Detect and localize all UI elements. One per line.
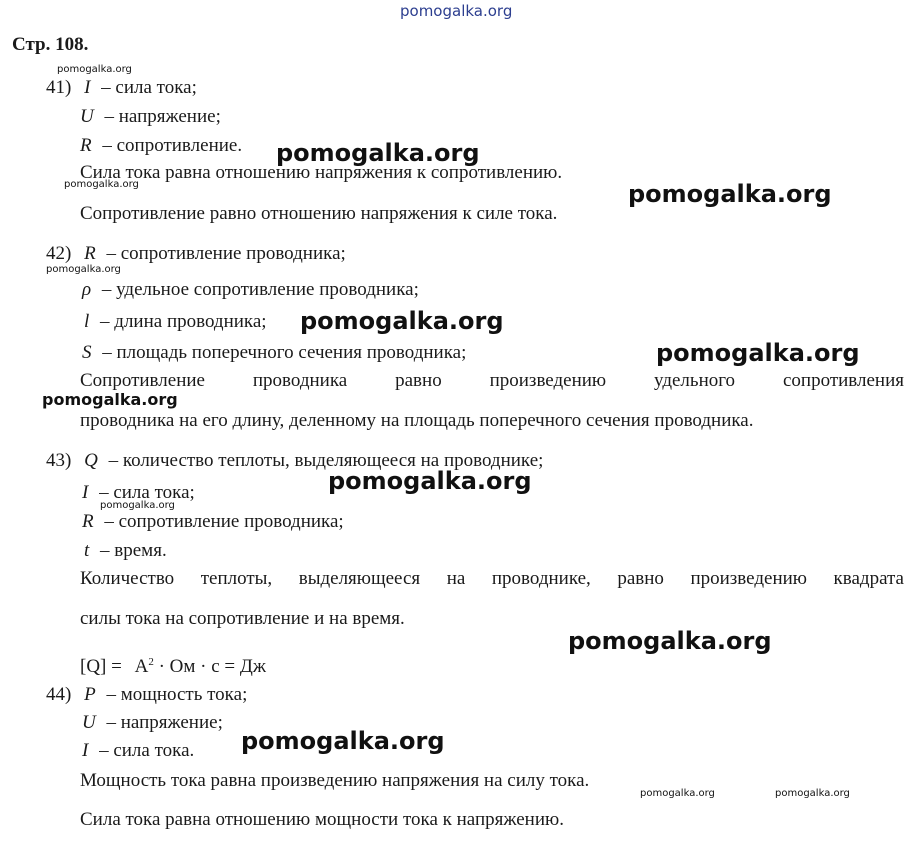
definition-text: – количество теплоты, выделяющееся на проводнике; [108,450,544,471]
definition-line [80,106,221,128]
formula-rest: · Ом · с = Дж [158,656,266,677]
var-symbol: l [84,311,90,332]
definition-line [82,511,344,533]
watermark-large: pomogalka.org [628,180,832,208]
answer-sentence: Мощность тока равна произведению напряжения на силу тока. [80,770,590,791]
definition-text: – напряжение; [104,106,221,127]
definition-text: – сила тока. [99,740,195,761]
definition-text: – длина проводника; [100,311,267,332]
formula-exponent: 2 [148,656,154,668]
watermark-small: pomogalka.org [57,64,132,75]
definition-text: – время. [100,540,167,561]
question-number: 44) P – мощность тока; [46,684,248,705]
formula-lhs: [Q] = [80,656,122,677]
answer-sentence: силы тока на сопротивление и на время. [80,608,405,629]
watermark-small: pomogalka.org [64,179,139,190]
definition-text: – сопротивление. [102,135,243,156]
definition-text: – сопротивление проводника; [104,511,344,532]
answer-sentence: Сопротивление равно отношению напряжения к силе тока. [80,203,558,224]
definition-line [82,279,419,301]
watermark-small: pomogalka.org [100,500,175,511]
var-symbol: R [84,243,96,264]
question-number: 43) Q – количество теплоты, выделяющееся на проводнике; [46,450,544,471]
question-number: 41) I – сила тока; [46,77,197,98]
var-symbol: U [80,106,94,127]
definition-line [82,342,466,364]
units-formula [80,651,266,678]
var-symbol: P [84,684,96,705]
definition-text: – сопротивление проводника; [106,243,346,264]
var-symbol: I [82,740,89,761]
watermark-large: pomogalka.org [568,627,772,655]
definition-text: – удельное сопротивление проводника; [101,279,419,300]
definition-line [84,540,167,562]
question-number: 42) R – сопротивление проводника; [46,243,346,264]
watermark-large: pomogalka.org [656,339,860,367]
answer-sentence: Сила тока равна отношению напряжения к сопротивлению. [80,162,563,183]
header-watermark: pomogalka.org [400,2,513,20]
definition-text: – мощность тока; [106,684,248,705]
var-symbol: U [82,712,96,733]
answer-sentence: Сила тока равна отношению мощности тока к напряжению. [80,809,564,830]
var-symbol: I [82,482,89,503]
var-symbol: R [82,511,94,532]
definition-text: – площадь поперечного сечения проводника; [102,342,467,363]
watermark-large: pomogalka.org [328,467,532,495]
formula-base: А [134,656,149,677]
var-symbol: Q [84,450,98,471]
definition-text: – напряжение; [106,712,223,733]
watermark-small: pomogalka.org [775,788,850,799]
definition-line [82,712,223,734]
var-symbol: I [84,77,91,98]
definition-line [82,740,194,762]
var-symbol: t [84,540,90,561]
answer-sentence: Количество теплоты, выделяющееся на проводнике, равно произведению квадрата [80,568,904,589]
var-symbol: R [80,135,92,156]
page-title: Стр. 108. [12,34,89,55]
answer-sentence: Сопротивление проводника равно произведению удельного сопротивления [80,370,904,391]
var-symbol: S [82,342,92,363]
answer-sentence: проводника на его длину, деленному на площадь поперечного сечения проводника. [80,410,754,431]
watermark-large: pomogalka.org [276,139,480,167]
watermark-large: pomogalka.org [241,727,445,755]
watermark-medium: pomogalka.org [42,390,178,409]
watermark-large: pomogalka.org [300,307,504,335]
watermark-small: pomogalka.org [46,264,121,275]
watermark-small: pomogalka.org [640,788,715,799]
definition-line [84,311,267,333]
definition-text: – сила тока; [101,77,197,98]
definition-line [80,135,242,157]
var-symbol: ρ [82,279,92,300]
definition-text: – сила тока; [99,482,195,503]
